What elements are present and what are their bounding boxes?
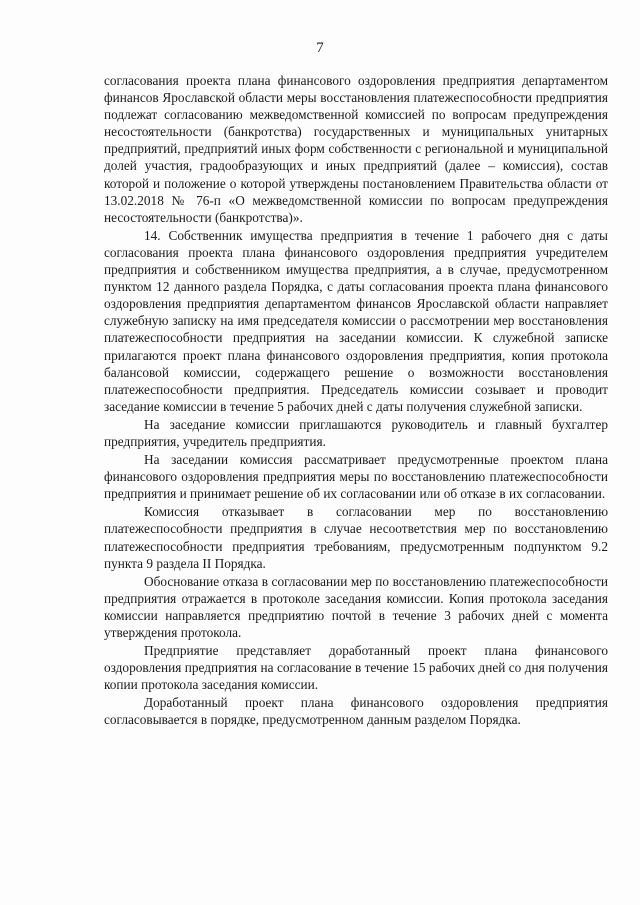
paragraph-continuation: согласования проекта плана финансового оздоровления предприятия департаментом финансов Ярославской области меры восстановления платежеспособности предприятия подлежат согласованию межведомственной комиссией по вопросам предупреждения несостоятельности (банкротства) государственных и муниципальных унитарных предприятий, предприятий иных форм собственности с региональной и муниципальной долей участия, градообразующих и иных предприятий (далее – комиссия), состав которой и положение о которой утверждены постановлением Правительства области от 13.02.2018 № 76-п «О межведомственной комиссии по вопросам предупреждения несостоятельности (банкротства)». (104, 73, 608, 225)
paragraph-revised-submission: Предприятие представляет доработанный проект плана финансового оздоровления предприятия на согласование в течение 15 рабочих дней со дня получения копии протокола заседания комиссии. (104, 643, 608, 693)
page-number: 7 (316, 40, 324, 56)
paragraph-item-14: 14. Собственник имущества предприятия в течение 1 рабочего дня с даты согласования проекта плана финансового оздоровления предприятия учредителем предприятия и собственником имущества предприятия, а в случае, предусмотренном пунктом 12 данного раздела Порядка, с даты согласования проекта плана финансового оздоровления предприятия департаментом финансов Ярославской области направляет служебную записку на имя председателя комиссии о рассмотрении мер восстановления платежеспособности предприятия на заседании комиссии. К служебной записке прилагаются проект плана финансового оздоровления предприятия, копия протокола балансовой комиссии, содержащего решение о возможности восстановления платежеспособности предприятия. Председатель комиссии созывает и проводит заседание комиссии в течение 5 рабочих дней с даты получения служебной записки. (104, 227, 608, 414)
paragraph-meeting-attendees: На заседание комиссии приглашаются руководитель и главный бухгалтер предприятия, учредитель предприятия. (104, 416, 608, 449)
paragraph-commission-review: На заседании комиссия рассматривает предусмотренные проектом плана финансового оздоровления предприятия меры по восстановлению платежеспособности предприятия и принимает решение об их согласовании или об отказе в их согласовании. (104, 452, 608, 502)
paragraph-revised-approval: Доработанный проект плана финансового оздоровления предприятия согласовывается в порядке, предусмотренном данным разделом Порядка. (104, 695, 608, 728)
document-body (104, 72, 608, 729)
paragraph-refusal-grounds: Комиссия отказывает в согласовании мер по восстановлению платежеспособности предприятия в случае несоответствия мер по восстановлению платежеспособности предприятия требованиям, предусмотренным подпунктом 9.2 пункта 9 раздела II Порядка. (104, 504, 608, 571)
paragraph-refusal-justification: Обоснование отказа в согласовании мер по восстановлению платежеспособности предприятия отражается в протоколе заседания комиссии. Копия протокола заседания комиссии направляется предприятию почтой в течение 3 рабочих дней с момента утверждения протокола. (104, 573, 608, 640)
